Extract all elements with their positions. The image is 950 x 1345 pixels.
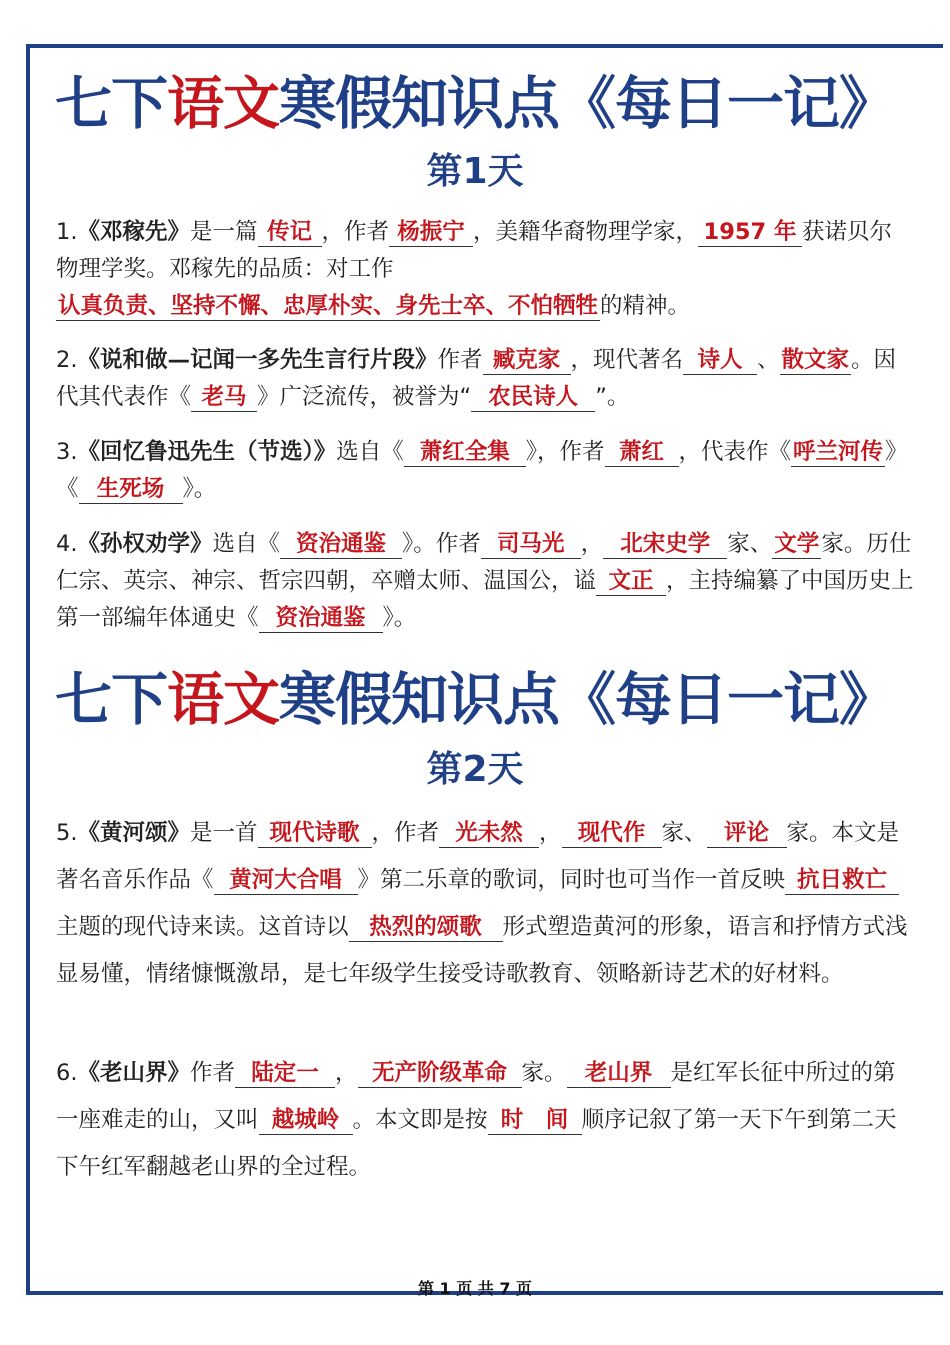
answer-blank: 老山界 [567, 1061, 671, 1088]
work-title: 《孙权劝学》 [77, 531, 213, 557]
work-title: 《回忆鲁迅先生（节选）》 [77, 439, 337, 465]
title-text: 寒假知识点《每日一记》 [279, 71, 895, 137]
answer-blank: 认真负责、坚持不懈、忠厚朴实、身先士卒、不怕牺牲 [58, 293, 599, 319]
answer-blank: 臧克家 [483, 348, 571, 375]
answer-blank: 时 间 [488, 1108, 582, 1135]
work-title: 《黄河颂》 [77, 820, 190, 846]
answer-blank: 陆定一 [235, 1061, 335, 1088]
answer-blank: 评论 [707, 821, 787, 848]
answer-blank: 资治通鉴 [259, 606, 383, 633]
page-footer: 第 1 页 共 7 页 [417, 1279, 533, 1298]
answer-blank: 越城岭 [259, 1108, 353, 1135]
title-text: 寒假知识点《每日一记》 [279, 667, 895, 733]
answer-blank: 光未然 [439, 821, 539, 848]
item-5: 5.《黄河颂》是一首 现代诗歌 ，作者 光未然 ， 现代作 家、 评论 家。本文是著名音乐作品《 黄河大合唱 》第二乐章的歌词，同时也可当作一首反映 抗日救亡主题的现代诗来读。这首诗以 热烈的颂歌 形式塑造黄河的形象，语言和抒情方式浅显易懂，情绪慷慨激昂，是七年级学生接受诗歌教育、领略新诗艺术的好材料。 [56, 820, 908, 987]
answer-blank: 现代作 [562, 821, 662, 848]
answer-blank: 萧红全集 [404, 440, 526, 467]
item-2: 2.《说和做—记闻一多先生言行片段》作者 臧克家 ，现代著名 诗人 、散文家。因代其代表作《 老马 》广泛流传，被誉为“ 农民诗人 ”。 [56, 347, 897, 410]
title-highlight: 语文 [167, 667, 279, 733]
item-1: 1.《邓稼先》是一篇 传记 ，作者 杨振宁 ，美籍华裔物理学家， 1957 年 获诺贝尔物理学奖。邓稼先的品质：对工作认真负责、坚持不懈、忠厚朴实、身先士卒、不怕牺牲的精神。 [56, 219, 893, 319]
answer-blank: 散文家 [781, 347, 850, 373]
work-title: 《老山界》 [77, 1060, 190, 1086]
item-4: 4.《孙权劝学》选自《 资治通鉴 》。作者 司马光 ， 北宋史学 家、文学家。历仕仁宗、英宗、神宗、哲宗四朝，卒赠太师、温国公，谥 文正 ，主持编纂了中国历史上第一部编年体通史《 资治通鉴 》。 [56, 531, 914, 631]
day-heading-1: 第1天 [426, 151, 524, 192]
answer-blank: 诗人 [683, 348, 757, 375]
answer-blank: 司马光 [481, 532, 581, 559]
answer-blank: 生死场 [79, 477, 183, 504]
main-title-1 [0, 71, 950, 137]
answer-blank: 北宋史学 [603, 532, 727, 559]
title-text: 七下 [55, 71, 167, 137]
answer-blank: 文学 [774, 531, 820, 557]
answer-blank: 老马 [191, 385, 257, 412]
main-title-2 [0, 667, 950, 733]
answer-blank: 热烈的颂歌 [349, 915, 503, 942]
answer-blank: 萧红 [605, 440, 679, 467]
answer-blank: 黄河大合唱 [214, 868, 358, 895]
answer-blank: 1957 年 [698, 220, 802, 247]
answer-blank: 现代诗歌 [258, 821, 372, 848]
answer-blank: 呼兰河传 [793, 439, 884, 465]
work-title: 《说和做—记闻一多先生言行片段》 [77, 347, 438, 373]
answer-blank: 农民诗人 [471, 385, 595, 412]
answer-blank: 杨振宁 [389, 220, 473, 247]
title-highlight: 语文 [167, 71, 279, 137]
title-text: 七下 [55, 667, 167, 733]
item-3: 3.《回忆鲁迅先生（节选）》选自《 萧红全集 》，作者 萧红 ，代表作《呼兰河传》《 生死场 》。 [56, 439, 908, 502]
answer-blank: 资治通鉴 [280, 532, 402, 559]
answer-blank: 文正 [596, 569, 666, 596]
answer-blank: 抗日救亡 [785, 868, 899, 895]
answer-blank: 无产阶级革命 [358, 1061, 522, 1088]
item-6: 6.《老山界》作者 陆定一 ， 无产阶级革命 家。 老山界 是红军长征中所过的第一座难走的山，又叫 越城岭 。本文即是按 时 间 顺序记叙了第一天下午到第二天下午红军翻越老山界的全过程。 [56, 1060, 897, 1180]
day-heading-2: 第2天 [426, 749, 524, 790]
work-title: 《邓稼先》 [77, 219, 190, 245]
answer-blank: 传记 [258, 220, 322, 247]
